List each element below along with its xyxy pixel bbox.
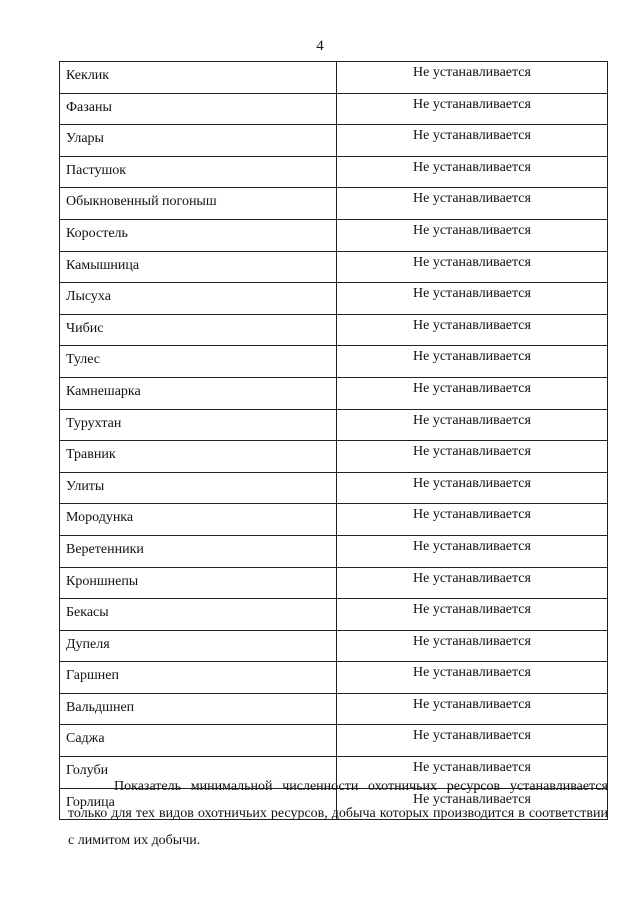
species-name-cell: Голуби xyxy=(60,757,337,789)
status-cell: Не устанавливается xyxy=(337,377,608,409)
species-name-cell: Коростель xyxy=(60,219,337,251)
table-row xyxy=(60,346,608,378)
table-row xyxy=(60,504,608,536)
table-row xyxy=(60,377,608,409)
table-row xyxy=(60,251,608,283)
species-name-cell: Гаршнеп xyxy=(60,662,337,694)
table-row xyxy=(60,472,608,504)
table-row xyxy=(60,693,608,725)
footnote-paragraph xyxy=(68,773,608,854)
status-cell: Не устанавливается xyxy=(337,188,608,220)
status-cell: Не устанавливается xyxy=(337,567,608,599)
species-name-cell: Кеклик xyxy=(60,62,337,94)
status-cell: Не устанавливается xyxy=(337,409,608,441)
table-row xyxy=(60,188,608,220)
status-cell: Не устанавливается xyxy=(337,725,608,757)
status-cell: Не устанавливается xyxy=(337,62,608,94)
species-name-cell: Обыкновенный погоныш xyxy=(60,188,337,220)
species-name-cell: Дупеля xyxy=(60,630,337,662)
species-name-cell: Улиты xyxy=(60,472,337,504)
table-row xyxy=(60,409,608,441)
table-row xyxy=(60,567,608,599)
species-name-cell: Горлица xyxy=(60,788,337,820)
status-cell: Не устанавливается xyxy=(337,251,608,283)
species-name-cell: Улары xyxy=(60,125,337,157)
species-name-cell: Кроншнепы xyxy=(60,567,337,599)
species-name-cell: Фазаны xyxy=(60,93,337,125)
status-cell: Не устанавливается xyxy=(337,630,608,662)
table-row xyxy=(60,599,608,631)
status-cell: Не устанавливается xyxy=(337,693,608,725)
status-cell: Не устанавливается xyxy=(337,219,608,251)
species-name-cell: Мородунка xyxy=(60,504,337,536)
status-cell: Не устанавливается xyxy=(337,441,608,473)
species-table xyxy=(59,61,608,820)
status-cell: Не устанавливается xyxy=(337,788,608,820)
species-name-cell: Пастушок xyxy=(60,156,337,188)
status-cell: Не устанавливается xyxy=(337,472,608,504)
table-row xyxy=(60,725,608,757)
table-row xyxy=(60,441,608,473)
table-row xyxy=(60,535,608,567)
table-row xyxy=(60,62,608,94)
species-name-cell: Чибис xyxy=(60,314,337,346)
status-cell: Не устанавливается xyxy=(337,535,608,567)
page-number: 4 xyxy=(316,38,324,54)
species-name-cell: Камнешарка xyxy=(60,377,337,409)
species-name-cell: Травник xyxy=(60,441,337,473)
status-cell: Не устанавливается xyxy=(337,283,608,315)
status-cell: Не устанавливается xyxy=(337,314,608,346)
status-cell: Не устанавливается xyxy=(337,662,608,694)
table-row xyxy=(60,125,608,157)
table-row xyxy=(60,156,608,188)
species-name-cell: Веретенники xyxy=(60,535,337,567)
status-cell: Не устанавливается xyxy=(337,757,608,789)
species-name-cell: Тулес xyxy=(60,346,337,378)
species-name-cell: Бекасы xyxy=(60,599,337,631)
status-cell: Не устанавливается xyxy=(337,93,608,125)
table-row xyxy=(60,219,608,251)
species-name-cell: Лысуха xyxy=(60,283,337,315)
species-table-body xyxy=(60,62,608,820)
status-cell: Не устанавливается xyxy=(337,346,608,378)
table-row xyxy=(60,93,608,125)
species-name-cell: Турухтан xyxy=(60,409,337,441)
species-name-cell: Саджа xyxy=(60,725,337,757)
species-name-cell: Камышница xyxy=(60,251,337,283)
footnote-text: Показатель минимальной численности охотничьих ресурсов устанавливается только для тех видов охотничьих ресурсов, добыча которых производится в соответствии с лимитом их добычи. xyxy=(68,779,608,848)
status-cell: Не устанавливается xyxy=(337,156,608,188)
status-cell: Не устанавливается xyxy=(337,504,608,536)
table-row xyxy=(60,662,608,694)
status-cell: Не устанавливается xyxy=(337,599,608,631)
species-name-cell: Вальдшнеп xyxy=(60,693,337,725)
table-row xyxy=(60,314,608,346)
table-row xyxy=(60,283,608,315)
table-row xyxy=(60,630,608,662)
status-cell: Не устанавливается xyxy=(337,125,608,157)
